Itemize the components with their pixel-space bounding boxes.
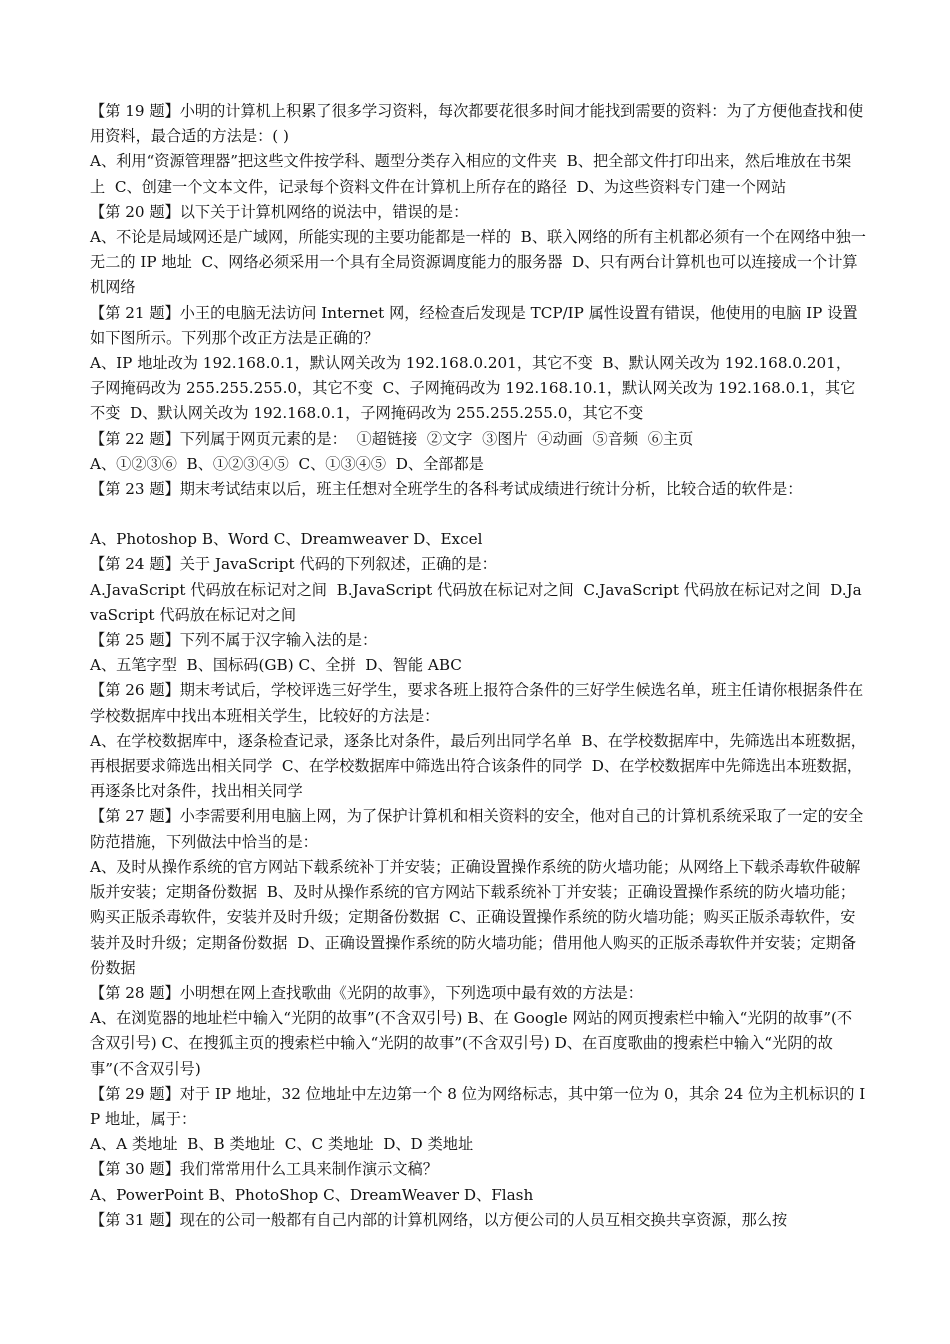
question-22: 【第 22 题】下列属于网页元素的是： ①超链接 ②文字 ③图片 ④动画 ⑤音频 ⑥主页: [90, 429, 694, 448]
question-31: 【第 31 题】现在的公司一般都有自己内部的计算机网络，以方便公司的人员互相交换共享资源，那么按: [90, 1210, 788, 1229]
answer-options-21: A、IP 地址改为 192.168.0.1，默认网关改为 192.168.0.201，其它不变 B、默认网关改为 192.168.0.201，子网掩码改为 255.255.255.0，其它不变 C、子网掩码改为 192.168.10.1，默认网关改为 192.168.0.1，其它不变 D、默认网关改为 192.168.0.1，子网掩码改为 255.255.255.0，其它不变: [90, 354, 856, 423]
question-20: 【第 20 题】以下关于计算机网络的说法中，错误的是：: [90, 202, 469, 221]
question-23: 【第 23 题】期末考试结束以后，班主任想对全班学生的各科考试成绩进行统计分析，比较合适的软件是：: [90, 480, 803, 499]
answer-options-26: A、在学校数据库中，逐条检查记录，逐条比对条件，最后列出同学名单 B、在学校数据库中，先筛选出本班数据，再根据要求筛选出相关同学 C、在学校数据库中筛选出符合该条件的同学 D、在学校数据库中先筛选出本班数据，再逐条比对条件，找出相关同学: [90, 731, 866, 801]
answer-options-28: A、在浏览器的地址栏中输入“光阴的故事”(不含双引号) B、在 Google 网站的网页搜索栏中输入“光阴的故事”(不含双引号) C、在搜狐主页的搜索栏中输入“光阴的故事”(不含双引号) D、在百度歌曲的搜索栏中输入“光阴的故事”(不含双引号): [90, 1009, 853, 1078]
answer-options-29: A、A 类地址 B、B 类地址 C、C 类地址 D、D 类地址: [90, 1135, 474, 1154]
answer-options-22: A、①②③⑥ B、①②③④⑤ C、①③④⑤ D、全部都是: [90, 454, 484, 473]
question-29: 【第 29 题】对于 IP 地址，32 位地址中左边第一个 8 位为网络标志，其中第一位为 0，其余 24 位为主机标识的 IP 地址，属于：: [90, 1084, 866, 1128]
question-21: 【第 21 题】小王的电脑无法访问 Internet 网，经检查后发现是 TCP/IP 属性设置有错误，他使用的电脑 IP 设置如下图所示。下列那个改正方法是正确的？: [90, 303, 858, 347]
question-19: 【第 19 题】小明的计算机上积累了很多学习资料，每次都要花很多时间才能找到需要的资料：为了方便他查找和使用资料，最合适的方法是：( ): [90, 102, 864, 146]
question-27: 【第 27 题】小李需要利用电脑上网，为了保护计算机和相关资料的安全，他对自己的计算机系统采取了一定的安全防范措施，下列做法中恰当的是：: [90, 807, 864, 851]
question-28: 【第 28 题】小明想在网上查找歌曲《光阴的故事》，下列选项中最有效的方法是：: [90, 983, 643, 1002]
answer-options-23: A、Photoshop B、Word C、Dreamweaver D、Excel: [90, 530, 483, 549]
answer-options-24: A.JavaScript 代码放在标记对之间 B.JavaScript 代码放在标记对之间 C.JavaScript 代码放在标记对之间 D.JavaScript 代码放在标记对之间: [90, 580, 862, 624]
answer-options-30: A、PowerPoint B、PhotoShop C、DreamWeaver D、Flash: [90, 1185, 534, 1204]
blank-line: [90, 502, 866, 527]
question-25: 【第 25 题】下列不属于汉字输入法的是：: [90, 631, 378, 650]
answer-options-19: A、利用“资源管理器”把这些文件按学科、题型分类存入相应的文件夹 B、把全部文件打印出来，然后堆放在书架上 C、创建一个文本文件，记录每个资料文件在计算机上所存在的路径 D、为这些资料专门建一个网站: [90, 152, 852, 196]
question-26: 【第 26 题】期末考试后，学校评选三好学生，要求各班上报符合条件的三好学生候选名单，班主任请你根据条件在学校数据库中找出本班相关学生，比较好的方法是：: [90, 681, 864, 725]
answer-options-27: A、及时从操作系统的官方网站下载系统补丁并安装；正确设置操作系统的防火墙功能；从网络上下载杀毒软件破解版并安装；定期备份数据 B、及时从操作系统的官方网站下载系统补丁并安装；正确设置操作系统的防火墙功能；购买正版杀毒软件，安装并及时升级；定期备份数据 C、正确设置操作系统的防火墙功能；购买正版杀毒软件，安装并及时升级；定期备份数据 D、正确设置操作系统的防火墙功能；借用他人购买的正版杀毒软件并安装；定期备份数据: [90, 857, 861, 977]
question-30: 【第 30 题】我们常常用什么工具来制作演示文稿？: [90, 1160, 438, 1179]
question-24: 【第 24 题】关于 JavaScript 代码的下列叙述，正确的是：: [90, 555, 497, 574]
answer-options-25: A、五笔字型 B、国标码(GB) C、全拼 D、智能 ABC: [90, 656, 462, 675]
answer-options-20: A、不论是局域网还是广域网，所能实现的主要功能都是一样的 B、联入网络的所有主机都必须有一个在网络中独一无二的 IP 地址 C、网络必须采用一个具有全局资源调度能力的服务器 D、只有两台计算机也可以连接成一个计算机网络: [90, 228, 866, 297]
